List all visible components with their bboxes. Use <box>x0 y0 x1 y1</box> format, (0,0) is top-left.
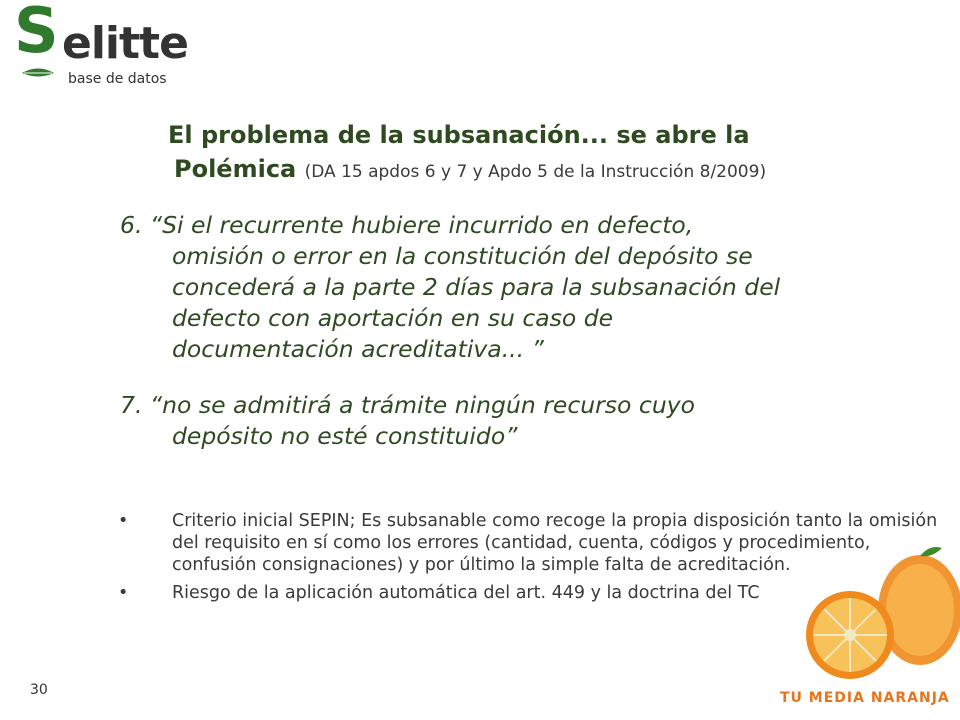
quote-line: defecto con aportación en su caso de <box>172 304 614 332</box>
title-strong: Polémica <box>174 155 297 183</box>
quote-line: concederá a la parte 2 días para la subsanación del <box>172 273 781 301</box>
bullet-text: Criterio inicial SEPIN; Es subsanable como recoge la propia disposición tanto la omisión del requisito en sí como los errores (cantidad, cuenta, códigos y procedimiento, confusión consignaciones) y por último la simple falta de acreditación. <box>172 511 938 575</box>
quote-number: 6. <box>120 211 143 239</box>
quote-text: “Si el recurrente hubiere incurrido en defecto, <box>149 211 694 239</box>
title-line-2 <box>168 152 928 189</box>
leaf-icon <box>20 66 56 80</box>
quote-line: omisión o error en la constitución del depósito se <box>172 242 753 270</box>
quote-item-7 <box>120 390 900 452</box>
logo-wordmark: elitte <box>62 18 188 69</box>
quote-line <box>120 390 900 421</box>
quote-line <box>120 210 900 241</box>
title-note: (DA 15 apdos 6 y 7 y Apdo 5 de la Instrucción 8/2009) <box>304 162 767 182</box>
quote-number: 7. <box>120 391 143 419</box>
title-line-1: El problema de la subsanación... se abre la <box>168 121 750 149</box>
quote-item-6 <box>120 210 900 365</box>
logo-mark: S <box>14 0 59 67</box>
bullet-text: Riesgo de la aplicación automática del art. 449 y la doctrina del TC <box>172 583 760 603</box>
bullet-icon: • <box>118 583 129 603</box>
logo-tagline: base de datos <box>68 71 167 87</box>
selitte-logo <box>14 0 204 90</box>
orange-halves-icon <box>770 540 960 680</box>
bullet-icon: • <box>118 511 129 531</box>
slide-title <box>168 118 928 189</box>
quote-line: documentación acreditativa... ” <box>172 335 544 363</box>
quote-line: depósito no esté constituido” <box>172 422 518 450</box>
quote-text: “no se admitirá a trámite ningún recurso cuyo <box>149 391 695 419</box>
page-number: 30 <box>30 682 48 698</box>
brand-label: TU MEDIA NARANJA <box>780 690 950 706</box>
